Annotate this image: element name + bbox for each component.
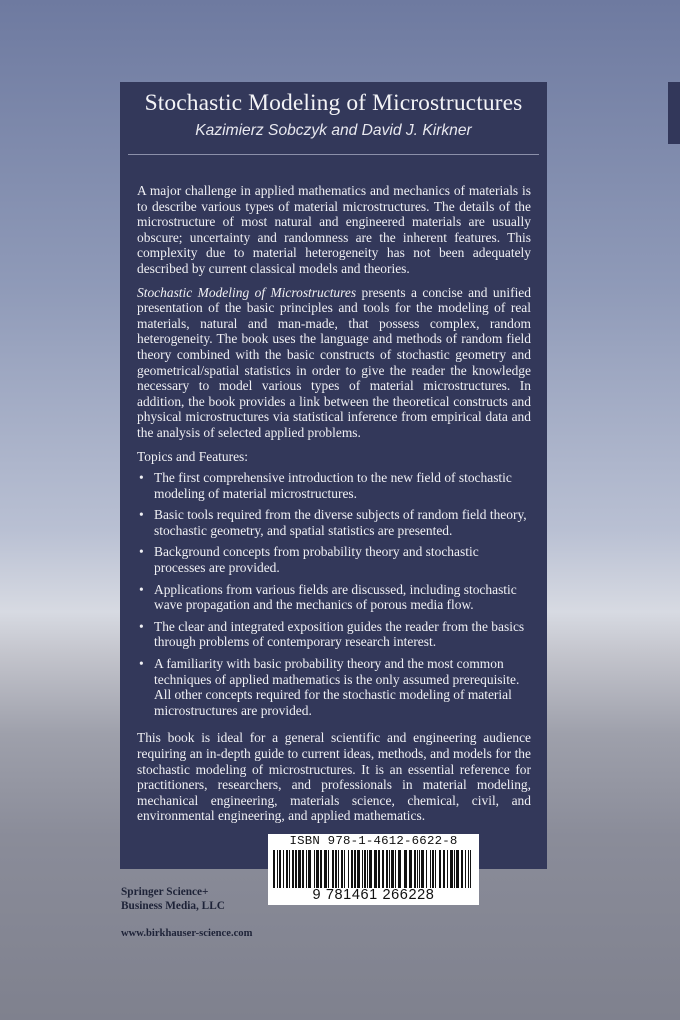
barcode-bar [292,850,294,888]
barcode-bar [391,850,394,888]
barcode-bar [283,850,284,888]
summary-paragraph [137,285,531,441]
topics-heading: Topics and Features: [137,448,249,464]
barcode-bar [386,850,388,888]
barcode-bars [273,850,474,888]
barcode-bar [389,850,390,888]
barcode-digits: 9 781461 266228 [312,887,435,903]
barcode-bar [351,850,353,888]
features-list [137,470,531,718]
barcode-bar [348,850,349,888]
feature-item: • A familiarity with basic probability theory and the most common techniques of applied mathematics is the only assumed prerequisite. All other concepts required for the stochastic modeling of material microstructures are provided. [139,656,520,718]
barcode-bar [374,850,377,888]
spine-strip [668,82,680,144]
bullet-icon: • [139,656,144,672]
barcode-bar [320,850,322,888]
barcode-bar [335,850,337,888]
bullet-icon: • [139,581,144,597]
barcode-bar [404,850,407,888]
book-title: Stochastic Modeling of Microstructures [144,90,523,116]
barcode-bar [341,850,343,888]
barcode-bar [364,850,366,888]
bullet-icon: • [139,470,144,486]
barcode-bar [344,850,345,888]
barcode-bar [286,850,288,888]
barcode-bar [447,850,448,888]
barcode-bar [306,850,307,888]
bullet-icon: • [139,544,144,560]
barcode-bar [279,850,281,888]
barcode-bar [314,850,315,888]
barcode-bar [456,850,459,888]
barcode-bar [426,850,427,888]
title-divider [128,154,539,155]
barcode-bar [338,850,339,888]
barcode-bar [289,850,290,888]
barcode-bar [328,850,329,888]
feature-item: • Applications from various fields are discussed, including stochastic wave propagation and the mechanics of porous media flow. [139,581,517,613]
barcode-bar [443,850,445,888]
barcode-bar [439,850,441,888]
barcode-bar [435,850,436,888]
barcode-bar [465,850,466,888]
barcode-bar [369,850,372,888]
summary-title: Stochastic Modeling of Microstructures [137,284,357,300]
barcode-bar [409,850,412,888]
barcode-bar [324,850,327,888]
barcode-bar [432,850,434,888]
barcode-bar [367,850,368,888]
isbn-barcode [268,834,479,905]
feature-item: • The clear and integrated exposition guides the reader from the basics through problems of contemporary research interest. [139,618,525,650]
feature-item: • Basic tools required from the diverse subjects of random field theory, stochastic geometry, and spatial statistics are presented. [139,507,527,538]
barcode-bar [295,850,297,888]
barcode-bar [468,850,469,888]
bullet-icon: • [139,618,144,634]
barcode-bar [421,850,424,888]
publisher-name: Springer Science+ Business Media, LLC [121,886,225,913]
barcode-bar [430,850,431,888]
barcode-bar [332,850,334,888]
barcode-bar [378,850,380,888]
barcode-bar [302,850,304,888]
barcode-bar [419,850,420,888]
barcode-bar [382,850,384,888]
barcode-bar [362,850,363,888]
barcode-bar [450,850,453,888]
barcode-bar [395,850,396,888]
barcode-bar [461,850,463,888]
barcode-bar [316,850,319,888]
barcode-bar [308,850,311,888]
barcode-bar [417,850,418,888]
barcode-bar [357,850,360,888]
barcode-bar [298,850,301,888]
barcode-bar [414,850,416,888]
isbn-label: ISBN 978-1-4612-6622-8 [289,834,458,848]
summary-text: presents a concise and unified presentation of the basic principles and tools for the modeling of real materials, natural and man-made, that possess complex, random heterogeneity. The book uses the language and methods of random field theory combined with the basic constructs of stochastic geometry and geometrical/spatial statistics in order to give the reader the knowledge necessary to model various types of material microstructures. In addition, the book provides a link between the theoretical constructs and physical microstructures via statistical inference from empirical data and the analysis of selected applied problems. [137,284,531,440]
feature-item: • The first comprehensive introduction to the new field of stochastic modeling of material microstructures. [139,470,512,501]
barcode-bar [354,850,356,888]
intro-paragraph: A major challenge in applied mathematics and mechanics of materials is to describe various types of material microstructures. The details of the microstructure of most natural and engineered materials are usually obscure; uncertainty and randomness are the inherent features. This complexity due to material heterogeneity has not been adequately described by current classical models and theories. [137,183,531,276]
barcode-bar [277,850,278,888]
book-authors: Kazimierz Sobczyk and David J. Kirkner [195,122,472,139]
publisher-url: www.birkhauser-science.com [121,928,253,939]
feature-item: • Background concepts from probability theory and stochastic processes are provided. [139,544,479,576]
barcode-bar [454,850,455,888]
barcode-bar [273,850,275,888]
bullet-icon: • [139,507,144,523]
barcode-bar [398,850,401,888]
description-body [137,183,531,824]
audience-paragraph: This book is ideal for a general scientific and engineering audience requiring an in-depth guide to current ideas, methods, and models for the stochastic modeling of microstructures. It is an essential reference for practitioners, researchers, and professionals in material modeling, mechanical engineering, materials science, chemical, civil, and environmental engineering, and applied mathematics. [137,730,531,824]
barcode-bar [470,850,471,888]
